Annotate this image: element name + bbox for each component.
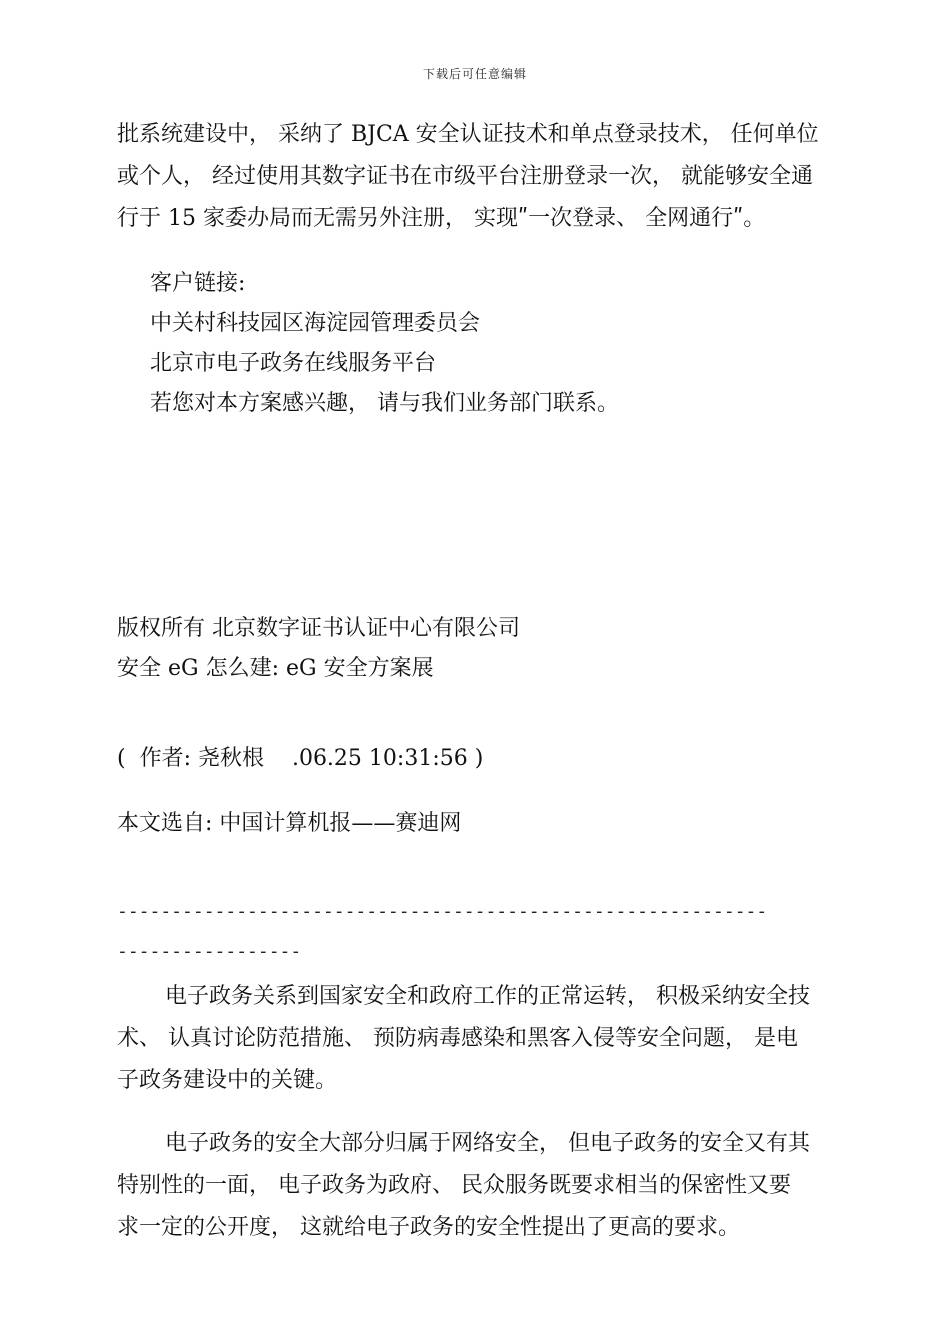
body-paragraph-2-line: 求一定的公开度， 这就给电子政务的安全性提出了更高的要求。: [117, 1215, 740, 1240]
customer-link-item: 北京市电子政务在线服务平台: [150, 351, 437, 376]
page-header: 下载后可任意编辑: [422, 67, 527, 81]
source-line: 本文选自: 中国计算机报——赛迪网: [117, 811, 462, 836]
intro-line-2: 或个人， 经过使用其数字证书在市级平台注册登录一次， 就能够安全通: [117, 164, 813, 189]
copyright: 版权所有 北京数字证书认证中心有限公司: [117, 616, 520, 641]
separator-line: -----------------: [117, 941, 302, 962]
contact-note: 若您对本方案感兴趣， 请与我们业务部门联系。: [150, 391, 619, 416]
customer-link-item: 中关村科技园区海淀园管理委员会: [150, 311, 481, 336]
body-paragraph-1-line: 术、 认真讨论防范措施、 预防病毒感染和黑客入侵等安全问题， 是电: [117, 1026, 798, 1051]
body-paragraph-2-line: 电子政务的安全大部分归属于网络安全， 但电子政务的安全又有其: [165, 1131, 810, 1156]
customer-links-label: 客户链接:: [150, 271, 246, 296]
intro-line-3: 行于 15 家委办局而无需另外注册， 实现ʺ一次登录、 全网通行ʺ。: [117, 206, 766, 231]
article-title: 安全 eG 怎么建: eG 安全方案展: [117, 656, 434, 681]
body-paragraph-2-line: 特别性的一面， 电子政务为政府、 民众服务既要求相当的保密性又要: [117, 1173, 791, 1198]
body-paragraph-1-line: 电子政务关系到国家安全和政府工作的正常运转， 积极采纳安全技: [165, 984, 810, 1009]
body-paragraph-1-line: 子政务建设中的关键。: [117, 1068, 338, 1093]
intro-line-1: 批系统建设中， 采纳了 BJCA 安全认证技术和单点登录技术， 任何单位: [117, 122, 819, 147]
separator-line: ------------------------------------------------------------: [117, 901, 768, 922]
byline: ( 作者: 尧秋根 .06.25 10:31:56 ): [117, 746, 484, 771]
